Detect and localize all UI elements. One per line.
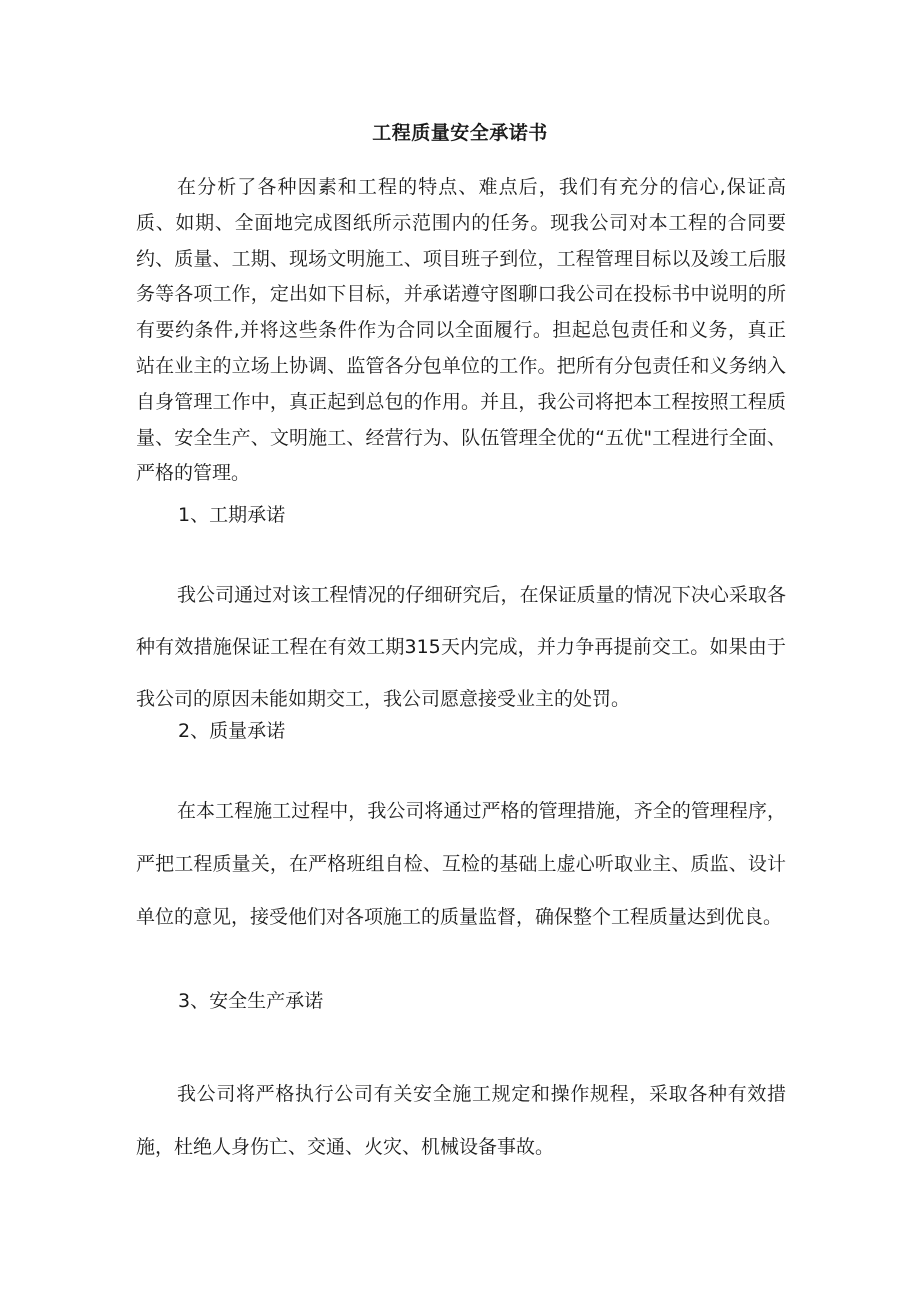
section-heading-quality: 2、质量承诺 <box>178 720 286 742</box>
section-body-schedule: 我公司通过对该工程情况的仔细研究后，在保证质量的情况下决心采取各种有效措施保证工程在有效工期315天内完成，并力争再提前交工。如果由于我公司的原因未能如期交工，我公司愿意接受业主的处罚。 <box>136 584 786 710</box>
section-body-quality: 在本工程施工过程中，我公司将通过严格的管理措施，齐全的管理程序，严把工程质量关，在严格班组自检、互检的基础上虚心听取业主、质监、设计单位的意见，接受他们对各项施工的质量监督，确保整个工程质量达到优良。 <box>136 800 786 928</box>
section-heading-safety: 3、安全生产承诺 <box>178 990 324 1012</box>
section-heading-schedule: 1、工期承诺 <box>178 504 286 526</box>
intro-paragraph: 在分析了各种因素和工程的特点、难点后，我们有充分的信心,保证高质、如期、全面地完成图纸所示范围内的任务。现我公司对本工程的合同要约、质量、工期、现场文明施工、项目班子到位，工程管理目标以及竣工后服务等各项工作，定出如下目标，并承诺遵守图聊口我公司在投标书中说明的所有要约条件,并将这些条件作为合同以全面履行。担起总包责任和义务，真正站在业主的立场上协调、监管各分包单位的工作。把所有分包责任和义务纳入自身管理工作中，真正起到总包的作用。并且，我公司将把本工程按照工程质量、安全生产、文明施工、经营行为、队伍管理全优的“五优"工程进行全面、严格的管理。 <box>136 176 786 485</box>
section-body-safety: 我公司将严格执行公司有关安全施工规定和操作规程，采取各种有效措施，杜绝人身伤亡、交通、火灾、机械设备事故。 <box>136 1083 786 1158</box>
document-title: 工程质量安全承诺书 <box>372 122 548 144</box>
